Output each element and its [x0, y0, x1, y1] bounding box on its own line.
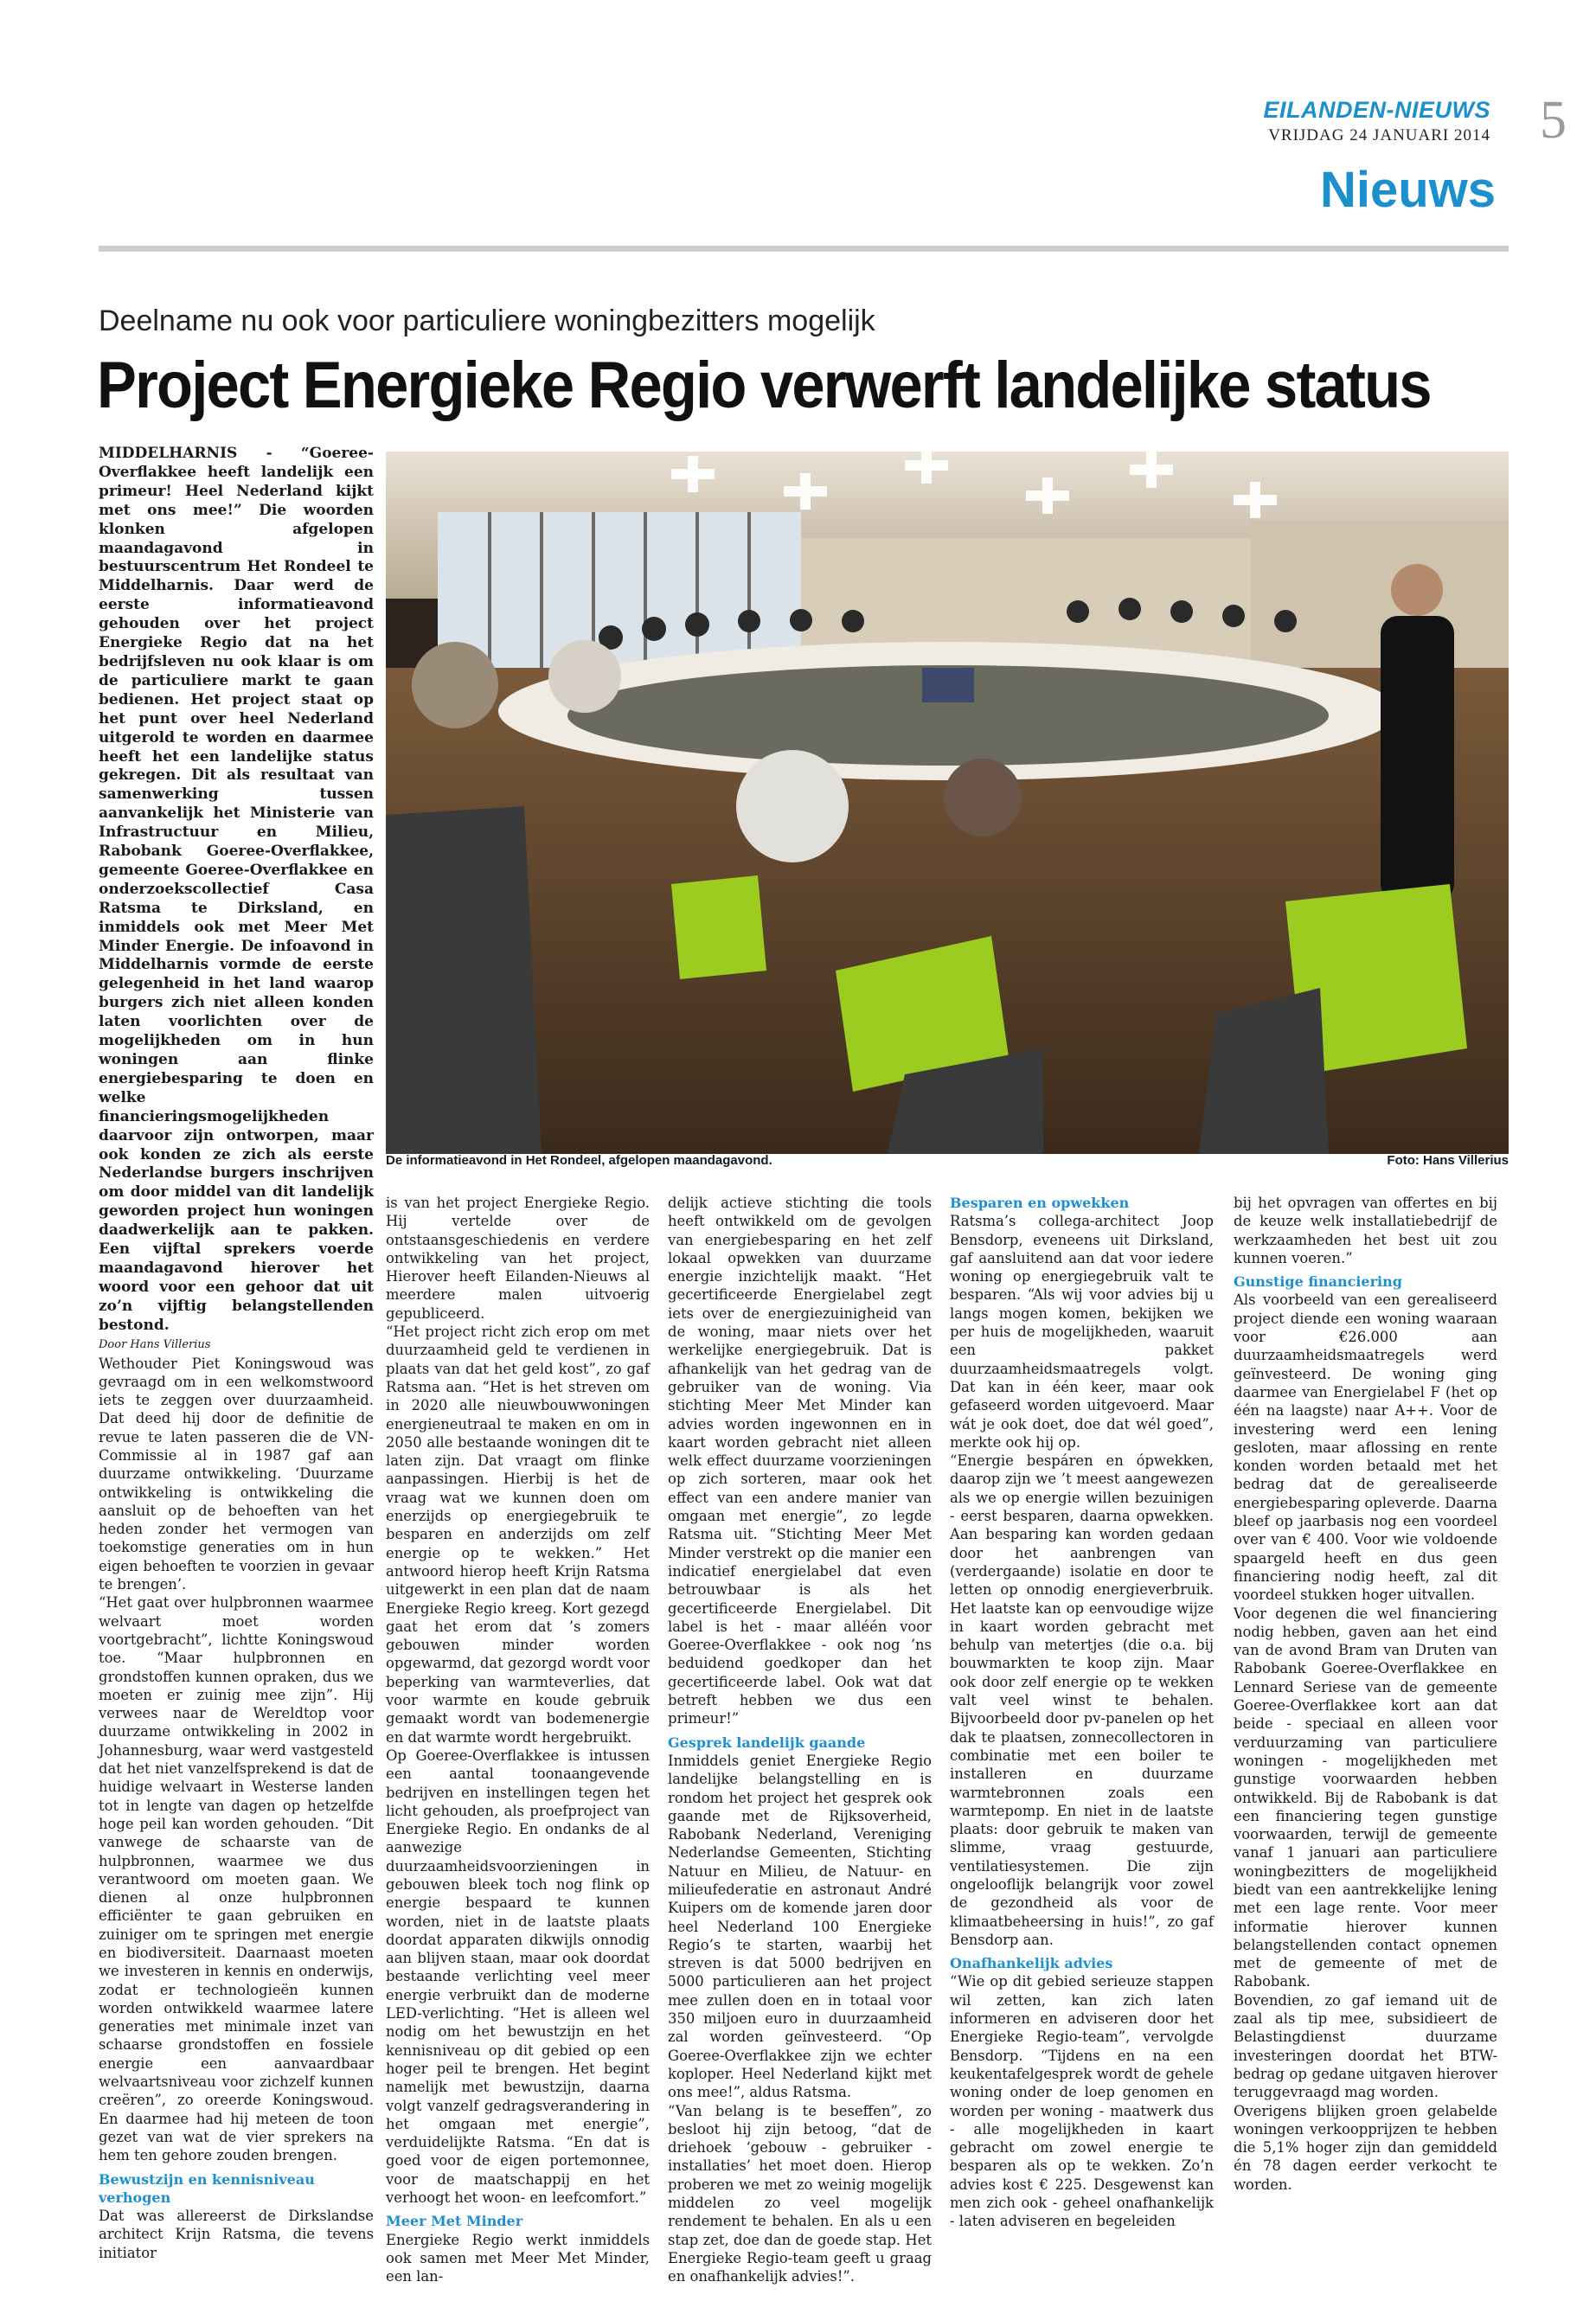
col4-subhead-2: Onafhankelijk advies: [950, 1955, 1113, 1972]
col5-paragraph-3: Voor degenen die wel financiering nodig hebben, gaven aan het eind van de avond Bram van Druten van Rabobank Goeree-Overflakkee en Lennard Seriese van de gemeente Goeree-Overflakkee kort aan dat beide - speciaal en alleen voor verduurzaming van particuliere woningen - mogelijkheden met gunstige voorwaarden hebben ontwikkeld. Bij de Rabobank is dat een financiering tegen gunstige voorwaarden, terwijl de gemeente vanaf 1 januari aan particuliere woningbezitters de mogelijkheid biedt van een aantrekkelijke lening met een lage rente. Voor meer informatie hierover kunnen belangstellenden contact opnemen met de gemeente of met de Rabobank.: [1234, 1605, 1497, 1990]
col3-paragraph-3: “Van belang is te beseffen”, zo besloot hij zijn betoog, “dat de driehoek ‘gebouw - gebruiker - installaties’ het moet doen. Hierop proberen we met zo weinig mogelijk middelen zo veel mogelijk rendement te behalen. En als u een stap zet, doe dan de goede stap. Het Energieke Regio-team geeft u graag en onafhankelijk advies!”.: [668, 2102, 932, 2285]
issue-date: VRIJDAG 24 JANUARI 2014: [1268, 126, 1490, 144]
section-title: Nieuws: [1319, 162, 1496, 218]
photo-caption-bar: [386, 1153, 1509, 1168]
col5-paragraph-2: Als voorbeeld van een gerealiseerd project diende een woning waaraan voor €26.000 aan duurzaamheidsmaatregels werd geïnvesteerd. De woning ging daarmee van Energielabel F (het op één na laagste) naar A++. Voor de investering werd een lening gesloten, maar aflossing en rente konden worden betaald met het bedrag dat de gerealiseerde energiebesparing opleverde. Daarna bleef op jaarbasis nog een voordeel over van € 400. Voor wie voldoende spaargeld heeft en dus geen financiering nodig heeft, zal dit voordeel stukken hoger uitvallen.: [1234, 1292, 1497, 1604]
col3-paragraph-1: delijk actieve stichting die tools heeft ontwikkeld om de gevolgen van energiebesparing en het zelf lokaal opwekken van duurzame energie inzichtelijk maakt. “Het gecertificeerde Energielabel zegt iets over de energiezuinigheid van de woning, maar niets over het werkelijke energiegebruik. Dat is afhankelijk van het gedrag van de gebruiker van de woning. Via stichting Meer Met Minder kan advies worden ingewonnen en in kaart worden gebracht niet alleen welk effect duurzame voorzieningen op zich sorteren, maar ook het effect van een andere manier van omgaan met energie”, zo legde Ratsma uit. “Stichting Meer Met Minder verstrekt op die manier een indicatief energielabel dat even betrouwbaar is als het gecertificeerde Energielabel. Dit label is het - maar alléén voor Goeree-Overflakkee - ook nog ’ns beduidend goedkoper dan het gecertificeerde label. Ook wat dat betreft hebben we dus een primeur!”: [668, 1195, 932, 1727]
page-number: 5: [1540, 91, 1567, 150]
col2-end: Energieke Regio werkt inmiddels ook samen met Meer Met Minder, een lan-: [386, 2231, 650, 2285]
col1-subhead: Bewustzijn en kennisniveau verhogen: [99, 2170, 315, 2206]
col4-paragraph-2: “Energie bespáren en ópwekken, daarop zijn we ’t meest aangewezen als we op energie willen bezuinigen - eerst besparen, daarna opwekken. Aan besparing kan worden gedaan door het aanbrengen van (verdergaande) isolatie en door te letten op onnodig energieverbruik. Het laatste kan op eenvoudige wijze in kaart worden gebracht met behulp van metertjes (die o.a. bij bouwmarkten te koop zijn. Maar ook door zelf energie op te wekken valt veel winst te behalen. Bijvoorbeeld door pv-panelen op het dak te plaatsen, zonnecollectoren in combinatie met een boiler te installeren en duurzame warmtebronnen zoals een warmtepomp. En niet in de laatste plaats: door gebruik te maken van slimme, vraag gestuurde, ventilatiesystemen. Die zijn ongelooflijk belangrijk voor zowel de gezondheid als voor de klimaatbeheersing in huis!”, zo gaf Bensdorp aan.: [950, 1452, 1214, 1948]
meeting-room-photo: [386, 452, 1509, 1154]
article-kicker: Deelname nu ook voor particuliere woningbezitters mogelijk: [99, 304, 875, 337]
paper-name-logo: EILANDEN-NIEUWS: [1263, 97, 1490, 123]
col5-paragraph-1: bij het opvragen van offertes en bij de keuze welk installatiebedrijf de werkzaamheden het best uit zou kunnen voeren.”: [1234, 1195, 1497, 1266]
column-2: [386, 1194, 650, 2286]
photo-credit: Foto: Hans Villerius: [1387, 1153, 1509, 1168]
col2-paragraph-1: is van het project Energieke Regio. Hij vertelde over de ontstaansgeschiedenis en verdere ontwikkeling van het project, Hierover heeft Eilanden-Nieuws al meerdere malen uitvoerig gepubliceerd.: [386, 1195, 650, 1322]
col4-paragraph-1: Ratsma’s collega-architect Joop Bensdorp, eveneens uit Dirksland, gaf aansluitend aan dat voor iedere woning op energiegebruik valt te besparen. “Als wij voor advies bij u langs mogen komen, bekijken we per huis de mogelijkheden, waaruit een pakket duurzaamheidsmaatregels volgt. Dat kan in één keer, maar ook gefaseerd worden uitgevoerd. Maar wát je ook doet, doe dat wél goed”, merkte ook hij op.: [950, 1213, 1214, 1451]
article-photo: [386, 452, 1509, 1154]
col3-subhead: Gesprek landelijk gaande: [668, 1734, 866, 1751]
col2-paragraph-3: Op Goeree-Overflakkee is intussen een aantal toonaangevende bedrijven en instellingen tegen het licht gehouden, als proefproject van Energieke Regio. En ondanks de al aanwezige duurzaamheidsvoorzieningen in gebouwen bleek toch nog flink op energie bespaard te kunnen worden, niet in de laatste plaats doordat apparaten dikwijls onnodig aan blijven staan, maar ook doordat bestaande verlichting veel meer energie verbruikt dan de moderne LED-verlichting. “Het is alleen wel nodig om het bewustzijn en het kennisniveau op dit gebied op een hoger peil te brengen. Het begint namelijk met bewustzijn, daarna volgt vanzelf gedragsverandering in het omgaan met energie”, verduidelijkte Ratsma. “En dat is goed voor de eigen portemonnee, voor de maatschappij en het verhoogt het woon- en leefcomfort.”: [386, 1747, 650, 2207]
col2-subhead: Meer Met Minder: [386, 2213, 523, 2230]
col5-subhead: Gunstige financiering: [1234, 1273, 1402, 1291]
col1-end: Dat was allereerst de Dirkslandse architect Krijn Ratsma, die tevens initiator: [99, 2208, 374, 2261]
col2-paragraph-2: “Het project richt zich erop om met duurzaamheid geld te verdienen in plaats van dat het geld kost”, zo gaf Ratsma aan. “Het is het streven om in 2020 alle nieuwbouwwoningen energieneutraal te maken en om in 2050 alle bestaande woningen dit te laten zijn. Dat vraagt om flinke aanpassingen. Hierbij is het de vraag wat we kunnen doen om enerzijds op energiegebruik te besparen en anderzijds om zelf energie op te wekken.” Het antwoord hierop heeft Krijn Ratsma uitgewerkt in een plan dat de naam Energieke Regio kreeg. Kort gezegd gaat het erom dat ’s zomers gebouwen minder worden opgewarmd, dat gezorgd wordt voor beperking van warmteverlies, dat voor warmte en koude gebruik gemaakt wordt van bodemenergie en dat warmte wordt hergebruikt.: [386, 1324, 650, 1746]
masthead: [1264, 97, 1491, 145]
column-3: [668, 1194, 932, 2286]
col5-paragraph-4: Bovendien, zo gaf iemand uit de zaal als tip mee, subsidieert de Belastingdienst duurzame investeringen doordat het BTW-bedrag op gedane uitgaven hierover teruggevraagd mag worden.: [1234, 1991, 1497, 2101]
column-5: [1234, 1194, 1497, 2194]
col4-subhead: Besparen en opwekken: [950, 1195, 1130, 1211]
col4-paragraph-3: “Wie op dit gebied serieuze stappen wil zetten, kan zich laten informeren en adviseren door het Energieke Regio-team”, vervolgde Bensdorp. “Tijdens en na een keukentafelgesprek wordt de gehele woning onder de loep genomen en worden per woning - maatwerk dus - alle mogelijkheden in kaart gebracht om zowel energie te besparen als op te wekken. Zo’n advies kost € 225. Desgewenst kan men zich ook - geheel onafhankelijk - laten adviseren en begeleiden: [950, 1973, 1214, 2230]
column-4: [950, 1194, 1214, 2231]
intro-column: [99, 445, 374, 2261]
photo-caption: De informatieavond in Het Rondeel, afgelopen maandagavond.: [386, 1153, 772, 1168]
col3-paragraph-2: Inmiddels geniet Energieke Regio landelijke belangstelling en is rondom het project het gesprek ook gaande met de Rijksoverheid, Rabobank Nederland, Vereniging Nederlandse Gemeenten, Stichting Natuur en Milieu, de Natuur- en milieufederatie en astronaut André Kuipers om de komende jaren door heel Nederland 100 Energieke Regio’s te starten, waarbij het streven is dat 5000 bedrijven en 5000 particulieren aan het project mee zullen doen en in totaal voor 350 miljoen euro in duurzaamheid zal worden geïnvesteerd. “Op Goeree-Overflakkee zijn we echter koploper. Heel Nederland kijkt met ons mee!”, aldus Ratsma.: [668, 1752, 932, 2101]
col1-paragraph-1: Wethouder Piet Koningswoud was gevraagd om in een welkomstwoord iets te zeggen over duurzaamheid. Dat deed hij door de definitie de revue te laten passeren die de VN-Commissie al in 1987 gaf aan duurzame ontwikkeling. ‘Duurzame ontwikkeling is ontwikkeling die aansluit op de behoeften van het heden zonder het vermogen van toekomstige generaties om in hun eigen behoeften te voorzien in gevaar te brengen’.: [99, 1355, 374, 1593]
col1-paragraph-2: “Het gaat over hulpbronnen waarmee welvaart moet worden voortgebracht”, lichtte Koningswoud toe. “Maar hulpbronnen en grondstoffen kunnen opraken, dus we moeten er zuinig mee zijn”. Hij verwees naar de Wereldtop voor duurzame ontwikkeling in 2002 in Johannesburg, waar werd vastgesteld dat het niet vanzelfsprekend is dat de huidige welvaart in Westerse landen tot in lengte van dagen op hetzelfde hoge peil kan worden gehouden. “Dit vanwege de schaarste van de hulpbronnen, waarmee we dus verantwoord om moeten gaan. We dienen al onze hulpbronnen efficiënter te gaan gebruiken en zuiniger om te springen met energie en biodiversiteit. Daarnaast moeten we investeren in kennis en onderwijs, zodat er technologieën kunnen worden ontwikkeld waarmee latere generaties met minimale inzet van schaarse grondstoffen en fossiele energie een aanvaardbaar welvaartsniveau voor zichzelf kunnen creëren”, zo oreerde Koningswoud. En daarmee had hij meteen de toon gezet van wat de vier sprekers na hem ten gehore zouden brengen.: [99, 1594, 374, 2164]
article-headline: Project Energieke Regio verwerft landelijke status: [97, 349, 1431, 422]
col5-paragraph-5: Overigens blijken groen gelabelde woningen verkoopprijzen te hebben die 5,1% hoger zijn dan gemiddeld én 78 dagen eerder verkocht te worden.: [1234, 2102, 1497, 2193]
intro-paragraph: MIDDELHARNIS - “Goeree-Overflakkee heeft landelijk een primeur! Heel Nederland kijkt met ons mee!” Die woorden klonken afgelopen maandagavond in bestuurscentrum Het Rondeel te Middelharnis. Daar werd de eerste informatieavond gehouden over het project Energieke Regio dat na het bedrijfsleven nu ook klaar is om de particuliere markt te gaan bedienen. Het project staat op het punt over heel Nederland uitgerold te worden en daarmee heeft het een landelijke status gekregen. Dit als resultaat van samenwerking tussen aanvankelijk het Ministerie van Infrastructuur en Milieu, Rabobank Goeree-Overflakkee, gemeente Goeree-Overflakkee en onderzoekscollectief Casa Ratsma te Dirksland, en inmiddels ook met Meer Met Minder Energie. De infoavond in Middelharnis vormde de eerste gelegenheid in het land waarop burgers zich niet alleen konden laten voorlichten over de mogelijkheden om in hun woningen aan flinke energiebesparing te doen en welke financieringsmogelijkheden daarvoor zijn ontworpen, maar ook konden ze zich als eerste Nederlandse burgers inschrijven om door middel van dit landelijk geworden project hun woningen daadwerkelijk aan te pakken. Een vijftal sprekers voerde maandagavond hierover het woord voor een gehoor dat uit zo’n vijftig belangstellenden bestond.: [99, 445, 374, 1334]
byline: Door Hans Villerius: [99, 1337, 211, 1351]
header-rule: [99, 246, 1509, 252]
